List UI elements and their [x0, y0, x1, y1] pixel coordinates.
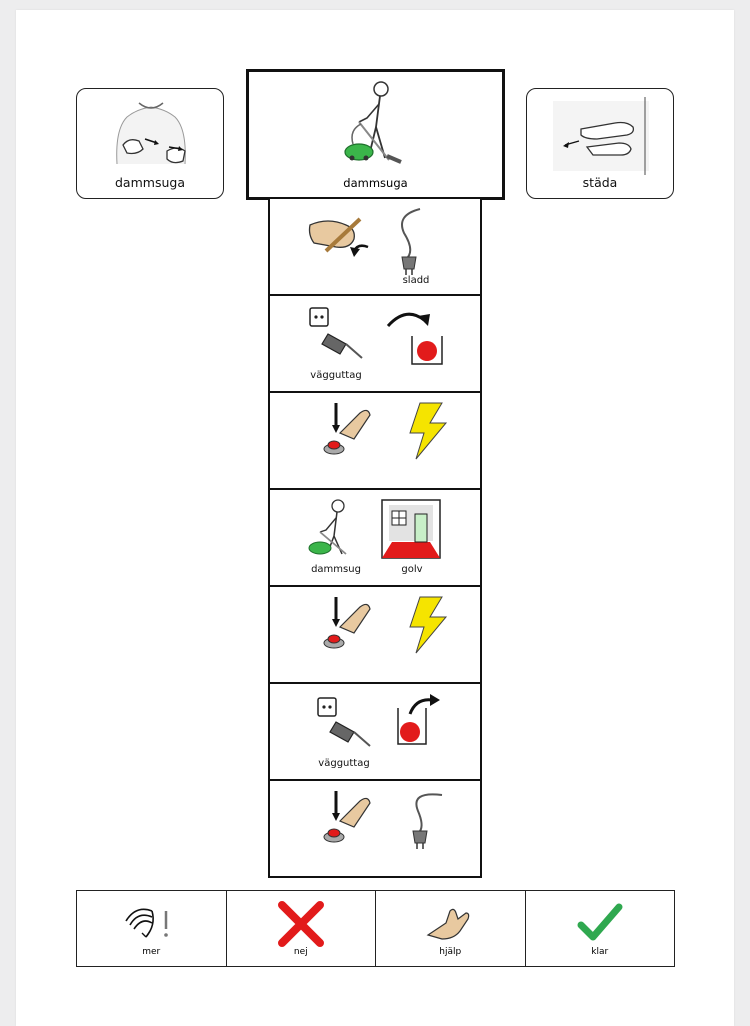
green-check-icon: [575, 901, 625, 945]
step-3: [268, 393, 482, 490]
wall-socket-plug-icon: [318, 698, 370, 746]
cord-plug-icon: [402, 209, 420, 275]
person-vacuuming-icon: [249, 72, 502, 172]
press-button-icon: [324, 403, 370, 454]
step-1-label-right: sladd: [402, 275, 430, 286]
red-cross-icon: [276, 901, 326, 947]
sign-card-caption: städa: [582, 175, 618, 190]
step-7: [268, 781, 482, 878]
main-card-dammsuga: [246, 69, 505, 200]
sign-hands-icon: [77, 89, 225, 179]
main-card-caption: dammsuga: [343, 176, 408, 190]
step-6: [268, 684, 482, 781]
helping-hand-icon: [420, 901, 480, 945]
wall-socket-plug-icon: [310, 308, 362, 358]
step-5: [268, 587, 482, 684]
response-bar: [76, 890, 675, 967]
response-label: mer: [142, 947, 161, 957]
step-4-label-right: golv: [401, 564, 423, 575]
lightning-icon: [410, 403, 446, 459]
step-4: [268, 490, 482, 587]
sign-card-caption: dammsuga: [115, 175, 185, 190]
response-help[interactable]: [376, 891, 526, 966]
step-6-label-left: vägguttag: [318, 758, 370, 769]
sign-card-dammsuga: [76, 88, 224, 199]
cord-plug-icon: [413, 794, 442, 849]
press-button-icon: [324, 791, 370, 842]
unplug-arrow-icon: [398, 694, 440, 744]
step-4-label-left: dammsug: [311, 564, 361, 575]
step-2-label-left: vägguttag: [310, 370, 362, 381]
step-2: [268, 296, 482, 393]
step-1: [268, 199, 482, 296]
plug-in-arrow-icon: [388, 314, 442, 364]
person-vacuuming-icon: [309, 500, 346, 554]
response-label: hjälp: [439, 947, 462, 957]
wiping-hands-icon: [527, 89, 675, 179]
response-more[interactable]: [77, 891, 227, 966]
lightning-icon: [410, 597, 446, 653]
hand-pulling-cord-icon: [310, 219, 369, 257]
response-label: nej: [293, 947, 308, 957]
response-no[interactable]: [227, 891, 377, 966]
sign-card-stada: [526, 88, 674, 199]
response-label: klar: [591, 947, 609, 957]
more-sign-icon: [116, 901, 186, 945]
response-done[interactable]: [526, 891, 675, 966]
press-button-icon: [324, 597, 370, 648]
room-floor-icon: [382, 500, 440, 558]
